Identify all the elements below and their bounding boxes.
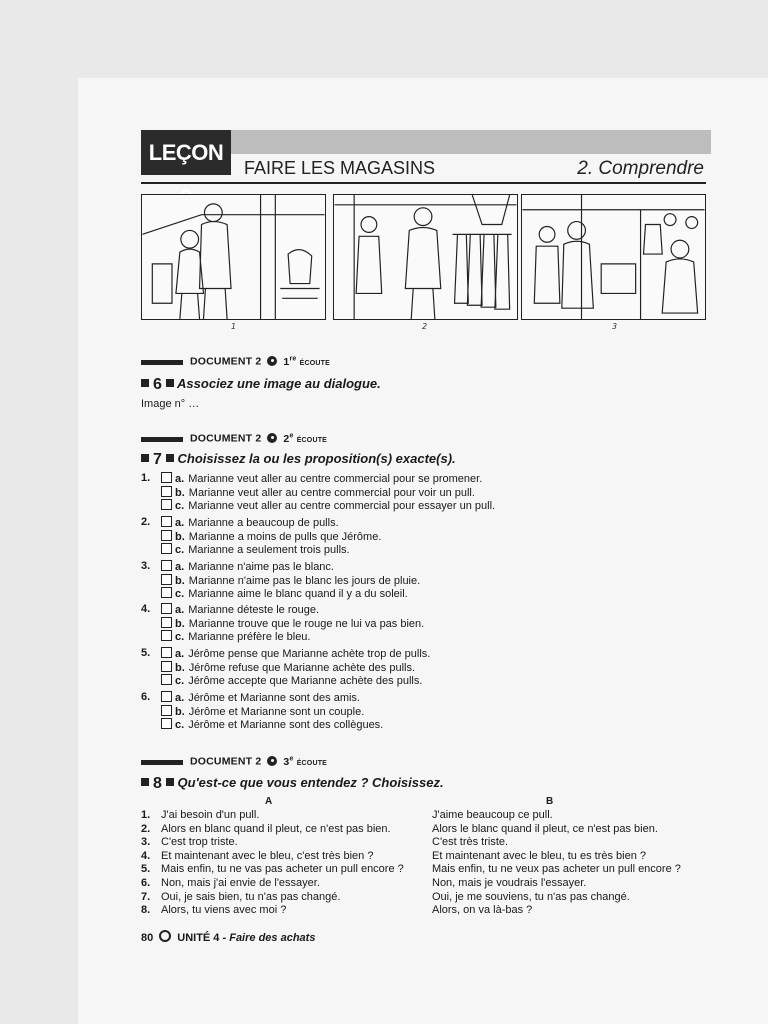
answer-option[interactable] [161,472,482,485]
image-answer-field[interactable]: Image n° … [141,398,200,410]
option-text: Jérôme et Marianne sont des collègues. [188,719,384,731]
illustration-clothes-rack-icon [334,195,517,319]
phrase-b[interactable]: Alors, on va là-bas ? [432,904,533,917]
question-number: 2. [141,516,151,528]
option-letter: a. [175,648,185,660]
option-text: Marianne a beaucoup de pulls. [188,517,339,529]
header-rule [141,182,706,184]
option-letter: c. [175,675,185,687]
checkbox[interactable] [161,603,172,614]
answer-option[interactable] [161,661,415,674]
ecoute-word: ÉCOUTE [296,759,328,767]
cd-icon [267,756,277,766]
question-number: 6. [141,691,151,703]
answer-option[interactable] [161,587,408,600]
answer-option[interactable] [161,499,495,512]
checkbox[interactable] [161,617,172,628]
exercise-instruction: Associez une image au dialogue. [177,376,381,391]
square-bullet-icon [166,379,174,387]
section-title: 2. Comprendre [577,158,704,179]
option-letter: a. [175,473,185,485]
document-bar [141,360,183,365]
unit-title: FAIRE LES MAGASINS [244,158,436,178]
option-letter: c. [175,631,185,643]
ecoute-number: 1 [283,355,290,368]
document-label [190,755,327,768]
answer-option[interactable] [161,530,381,543]
ecoute-sup: e [289,755,294,762]
ecoute-word: ÉCOUTE [296,436,328,444]
question-number: 1. [141,472,151,484]
option-letter: b. [175,486,185,499]
option-letter: b. [175,574,185,587]
option-text: Marianne a seulement trois pulls. [188,544,350,556]
checkbox[interactable] [161,705,172,716]
answer-option[interactable] [161,603,319,616]
checkbox[interactable] [161,543,172,554]
exercise-number: 8 [153,775,162,792]
phrase-b[interactable]: Oui, je me souviens, tu n'as pas changé. [432,890,630,903]
phrase-b[interactable]: Non, mais je voudrais l'essayer. [432,877,587,889]
option-letter: b. [175,530,185,543]
option-text: Marianne n'aime pas le blanc les jours de pluie. [188,574,421,587]
column-b-header: B [546,796,554,807]
phrase-a[interactable]: Non, mais j'ai envie de l'essayer. [161,877,320,889]
illustration-panel-3 [521,194,706,320]
answer-option[interactable] [161,691,360,704]
exercise-number: 6 [153,376,162,393]
cd-icon [267,433,277,443]
document-bar [141,437,183,442]
option-text: Marianne veut aller au centre commercial pour essayer un pull. [188,500,496,512]
page-number: 80 [141,932,154,944]
document-name: DOCUMENT 2 [190,355,262,368]
exercise-title [141,451,456,469]
answer-option[interactable] [161,705,364,718]
document-name: DOCUMENT 2 [190,755,262,768]
checkbox[interactable] [161,574,172,585]
phrase-b[interactable]: C'est très triste. [432,836,509,849]
document-label [190,355,330,368]
option-text: Jérôme accepte que Marianne achète des pulls. [188,675,423,687]
document-bar [141,760,183,765]
option-letter: b. [175,617,185,630]
square-bullet-icon [141,379,149,387]
option-text: Marianne trouve que le rouge ne lui va pas bien. [188,617,425,630]
square-bullet-icon [166,454,174,462]
ecoute-sup: re [289,355,297,362]
phrase-a[interactable]: Et maintenant avec le bleu, c'est très bien ? [161,849,374,862]
answer-option[interactable] [161,516,339,529]
option-text: Marianne veut aller au centre commercial pour voir un pull. [188,486,475,499]
option-text: Jérôme pense que Marianne achète trop de pulls. [188,648,431,660]
exercise-instruction: Qu'est-ce que vous entendez ? Choisissez. [177,775,444,790]
phrase-b[interactable]: J'aime beaucoup ce pull. [432,809,553,821]
illustration-panel-2 [333,194,518,320]
square-bullet-icon [166,778,174,786]
illustration-label-2: 2 [422,322,428,331]
option-text: Marianne n'aime pas le blanc. [188,561,334,573]
illustration-label-3: 3 [612,322,618,331]
square-bullet-icon [141,454,149,462]
answer-option[interactable] [161,486,475,499]
exercise-instruction: Choisissez la ou les proposition(s) exacte(s). [177,451,456,466]
phrase-number: 8. [141,904,151,917]
phrase-a[interactable]: Mais enfin, tu ne vas pas acheter un pull encore ? [161,863,404,876]
option-text: Jérôme et Marianne sont des amis. [188,692,360,704]
checkbox[interactable] [161,674,172,685]
checkbox[interactable] [161,691,172,702]
checkbox[interactable] [161,486,172,497]
phrase-number: 3. [141,836,151,849]
phrase-a[interactable]: J'ai besoin d'un pull. [161,809,260,821]
ecoute-number: 3 [283,755,290,768]
option-letter: a. [175,561,185,573]
option-letter: c. [175,588,185,600]
phrase-number: 2. [141,822,151,835]
footer-unit: UNITÉ 4 [177,932,220,944]
phrase-number: 1. [141,809,151,821]
option-letter: b. [175,661,185,674]
option-text: Marianne préfère le bleu. [188,631,311,643]
exercise-number: 7 [153,451,162,468]
option-letter: c. [175,719,185,731]
option-letter: a. [175,517,185,529]
phrase-number: 5. [141,863,151,876]
option-letter: c. [175,544,185,556]
answer-option[interactable] [161,718,383,731]
checkbox[interactable] [161,499,172,510]
ecoute-word: ÉCOUTE [299,359,330,367]
phrase-number: 7. [141,890,151,903]
option-letter: b. [175,705,185,718]
phrase-a[interactable]: C'est trop triste. [161,836,238,849]
answer-option[interactable] [161,647,430,660]
checkbox[interactable] [161,560,172,571]
phrase-b[interactable]: Alors le blanc quand il pleut, ce n'est pas bien. [432,822,658,835]
option-text: Marianne aime le blanc quand il y a du soleil. [188,588,408,600]
footer-unit-title: Faire des achats [229,932,316,944]
document-label [190,432,327,445]
checkbox[interactable] [161,661,172,672]
option-letter: c. [175,500,185,512]
option-letter: a. [175,604,185,616]
answer-option[interactable] [161,543,350,556]
checkbox[interactable] [161,718,172,729]
option-text: Jérôme refuse que Marianne achète des pulls. [188,661,416,674]
illustration-shoppers-icon [142,195,325,319]
checkbox[interactable] [161,472,172,483]
document-name: DOCUMENT 2 [190,432,262,445]
checkbox[interactable] [161,516,172,527]
answer-option[interactable] [161,617,424,630]
option-text: Marianne veut aller au centre commercial pour se promener. [188,473,483,485]
ecoute-sup: e [289,432,294,439]
square-bullet-icon [141,778,149,786]
question-number: 4. [141,603,151,615]
question-number: 3. [141,560,151,572]
phrase-number: 4. [141,849,151,862]
checkbox[interactable] [161,587,172,598]
answer-option[interactable] [161,630,310,643]
exercise-title [141,376,381,394]
phrase-a[interactable]: Oui, je sais bien, tu n'as pas changé. [161,890,341,903]
checkbox[interactable] [161,530,172,541]
answer-option[interactable] [161,674,422,687]
option-text: Jérôme et Marianne sont un couple. [188,705,365,718]
answer-option[interactable] [161,560,334,573]
option-letter: a. [175,692,185,704]
page-footer: 80 UNITÉ 4 - Faire des achats [141,932,316,944]
exercise-title [141,775,444,793]
phrase-a[interactable]: Alors, tu viens avec moi ? [161,904,287,917]
answer-option[interactable] [161,574,420,587]
unit-ring-icon [159,930,171,942]
checkbox[interactable] [161,630,172,641]
ecoute-number: 2 [283,432,290,445]
phrase-number: 6. [141,877,151,889]
phrase-a[interactable]: Alors en blanc quand il pleut, ce n'est pas bien. [161,822,391,835]
illustration-panel-1 [141,194,326,320]
illustration-label-1: 1 [231,322,237,331]
lecon-badge: LEÇON [141,130,231,175]
illustration-store-scene-icon [522,195,705,319]
phrase-b[interactable]: Mais enfin, tu ne veux pas acheter un pull encore ? [432,863,681,876]
cd-icon [267,356,277,366]
question-number: 5. [141,647,151,659]
checkbox[interactable] [161,647,172,658]
option-text: Marianne a moins de pulls que Jérôme. [188,530,382,543]
column-a-header: A [265,796,273,807]
phrase-b[interactable]: Et maintenant avec le bleu, tu es très bien ? [432,849,647,862]
option-text: Marianne déteste le rouge. [188,604,320,616]
header-band [231,130,711,154]
